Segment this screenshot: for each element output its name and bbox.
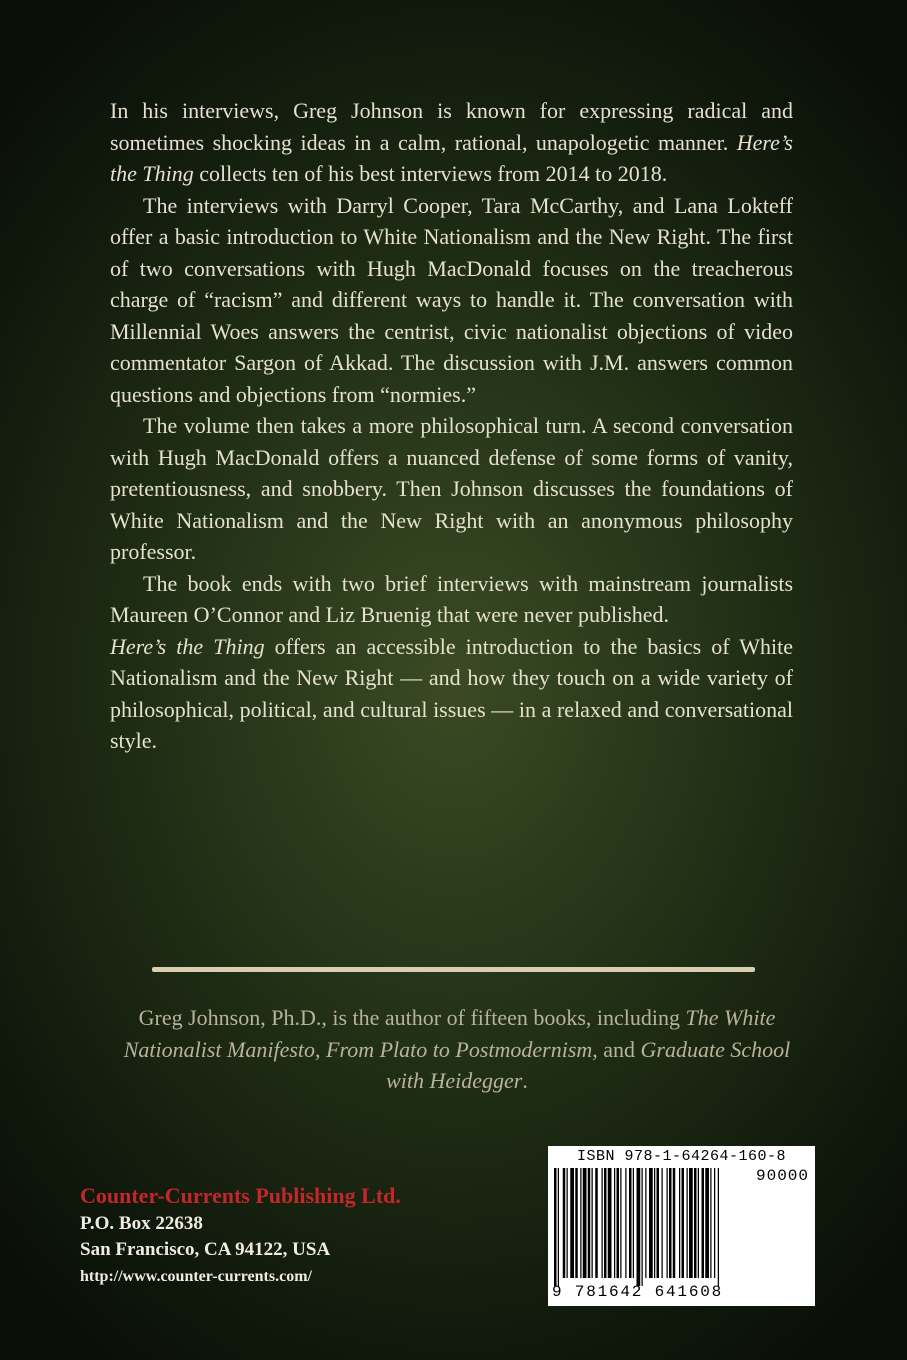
publisher-address-line: P.O. Box 22638 xyxy=(80,1213,203,1234)
barcode-bar xyxy=(554,1168,557,1286)
barcode-bar xyxy=(608,1168,612,1278)
barcode-bar xyxy=(588,1168,591,1278)
barcode-bar xyxy=(687,1168,688,1278)
barcode-bar xyxy=(667,1168,668,1278)
barcode-bar xyxy=(714,1168,715,1278)
barcode-bar xyxy=(637,1168,641,1286)
barcode-bar xyxy=(702,1168,705,1278)
blurb-paragraph: The book ends with two brief interviews with mainstream journalists Maureen O’Connor and Liz Bruenig that were never published. xyxy=(110,570,793,627)
blurb-paragraph: The interviews with Darryl Cooper, Tara McCarthy, and Lana Lokteff offer a basic introduction to White Nationalism and the New Right. The first of two conversations with Hugh MacDonald focuses on the treacherous charge of “racism” and different ways to handle it. The conversation with Millennial Woes answers the centrist, civic nationalist objections of video commentator Sargon of Akkad. The discussion with J.M. answers common questions and objections from “normies.” xyxy=(110,192,793,407)
barcode-bar xyxy=(620,1168,621,1278)
barcode-bar xyxy=(567,1168,568,1278)
barcode-bar xyxy=(694,1168,697,1278)
barcode-bar xyxy=(563,1168,566,1278)
barcode-bar xyxy=(614,1168,615,1278)
price-code: 90000 xyxy=(755,1167,809,1185)
barcode-bar xyxy=(642,1168,643,1286)
book-title: Graduate School with Heidegger xyxy=(386,1036,791,1093)
barcode-bar xyxy=(657,1168,660,1278)
author-bio: Greg Johnson, Ph.D., is the author of fifteen books, including The White Nationalist Manifesto, From Plato to Postmodernism, and Graduate School with Heidegger. xyxy=(123,1005,791,1093)
barcode-bar xyxy=(718,1168,719,1286)
barcode-bar xyxy=(604,1168,607,1278)
barcode-bar xyxy=(575,1168,578,1278)
book-title: The White Nationalist Manifesto xyxy=(123,1005,776,1062)
divider-rule xyxy=(152,967,755,972)
barcode-bar xyxy=(649,1168,653,1278)
isbn-label: ISBN 978-1-64264-160-8 xyxy=(576,1148,787,1165)
barcode-bar xyxy=(617,1168,620,1278)
barcode-bar xyxy=(682,1168,685,1278)
book-title: Here’s the Thing xyxy=(110,633,265,659)
barcode-bar xyxy=(629,1168,632,1278)
barcode-bar xyxy=(673,1168,676,1278)
isbn-barcode xyxy=(548,1146,815,1306)
blurb-paragraph: The volume then takes a more philosophical turn. A second conversation with Hugh MacDonald offers a nuanced defense of some forms of vanity, pretentiousness, and snobbery. Then Johnson discusses the foundations of White Nationalism and the New Right with an anonymous philosophy professor. xyxy=(110,413,793,564)
barcode-bar xyxy=(558,1168,559,1286)
barcode-bar xyxy=(705,1168,709,1278)
barcode-bar xyxy=(669,1168,672,1278)
barcode-bar xyxy=(580,1168,581,1278)
barcode-bar xyxy=(654,1168,655,1278)
book-title: Here’s the Thing xyxy=(110,129,793,186)
ean-number: 9 781642 641608 xyxy=(552,1283,724,1301)
back-cover-blurb xyxy=(110,95,793,757)
barcode-bars xyxy=(554,1168,764,1286)
barcode-bar xyxy=(698,1168,699,1278)
barcode-bar xyxy=(570,1168,574,1278)
publisher-block xyxy=(80,1181,401,1291)
barcode-bar xyxy=(633,1168,634,1278)
book-title: From Plato to Postmodernism xyxy=(326,1036,593,1062)
publisher-address-line: San Francisco, CA 94122, USA xyxy=(80,1239,331,1260)
barcode-bar xyxy=(595,1168,598,1278)
barcode-bar xyxy=(625,1168,626,1278)
publisher-name: Counter-Currents Publishing Ltd. xyxy=(80,1183,401,1208)
barcode-bar xyxy=(679,1168,680,1278)
publisher-url: http://www.counter-currents.com/ xyxy=(80,1268,312,1285)
barcode-bar xyxy=(583,1168,587,1278)
barcode-bar xyxy=(662,1168,663,1278)
barcode-bar xyxy=(592,1168,593,1278)
blurb-paragraph: Here’s the Thing offers an accessible introduction to the basics of White Nationalism and the New Right — and how they touch on a wide variety of philosophical, political, and cultural issues — in a relaxed and conversational style. xyxy=(110,633,793,753)
barcode-bar xyxy=(689,1168,693,1278)
barcode-bar xyxy=(645,1168,646,1278)
barcode-bar xyxy=(710,1168,711,1278)
blurb-paragraph: In his interviews, Greg Johnson is known for expressing radical and sometimes shocking ideas in a calm, rational, unapologetic manner. Here’s the Thing collects ten of his best interviews from 2014 to 2018. xyxy=(110,98,793,186)
barcode-bar xyxy=(602,1168,603,1278)
